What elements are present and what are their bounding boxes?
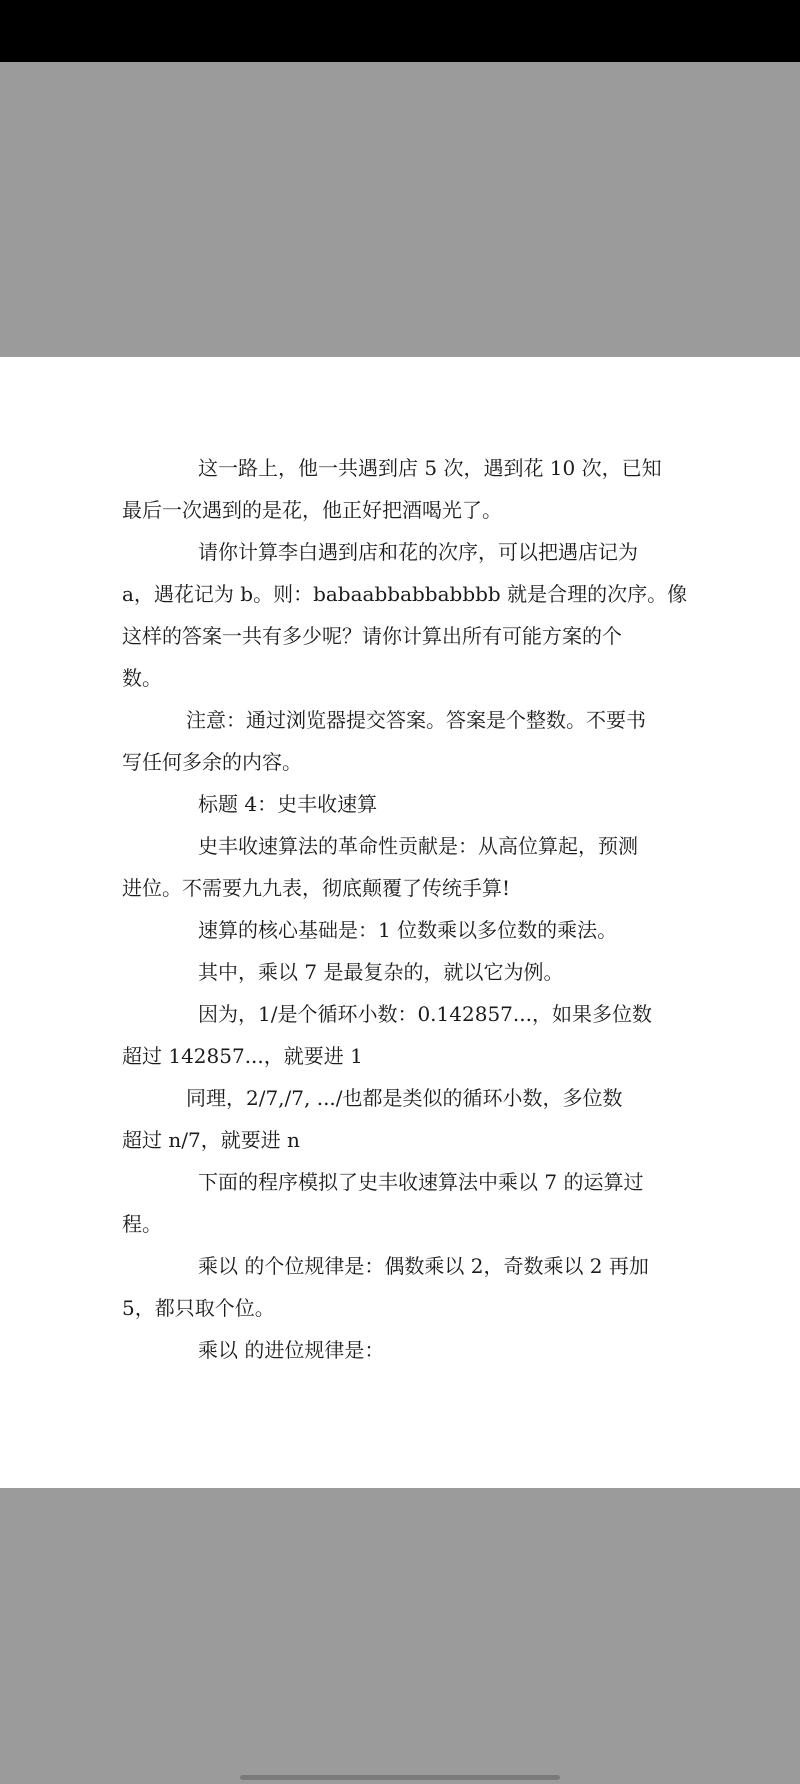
viewer-background-top	[0, 62, 800, 357]
text-line: 因为，1/是个循环小数：0.142857...，如果多位数	[198, 1002, 652, 1026]
text-line: 写任何多余的内容。	[122, 750, 302, 774]
text-line: 5，都只取个位。	[122, 1296, 275, 1320]
text-line: 乘以 的进位规律是：	[198, 1338, 385, 1362]
text-line: 这一路上，他一共遇到店 5 次，遇到花 10 次，已知	[198, 456, 662, 480]
text-line: 超过 142857...，就要进 1	[122, 1044, 363, 1068]
text-line: 速算的核心基础是：1 位数乘以多位数的乘法。	[198, 918, 618, 942]
text-line: 请你计算李白遇到店和花的次序，可以把遇店记为	[198, 540, 638, 564]
text-line: a，遇花记为 b。则：babaabbabbabbbb 就是合理的次序。像	[122, 582, 688, 606]
status-bar	[0, 0, 800, 62]
text-line: 同理，2/7,/7, .../也都是类似的循环小数，多位数	[186, 1086, 623, 1110]
text-line: 最后一次遇到的是花，他正好把酒喝光了。	[122, 498, 502, 522]
text-line: 超过 n/7，就要进 n	[122, 1128, 300, 1152]
text-line: 这样的答案一共有多少呢？请你计算出所有可能方案的个	[122, 624, 622, 648]
text-line: 程。	[122, 1212, 162, 1236]
document-text	[122, 447, 688, 1371]
text-line: 注意：通过浏览器提交答案。答案是个整数。不要书	[186, 708, 646, 732]
text-line: 乘以 的个位规律是：偶数乘以 2，奇数乘以 2 再加	[198, 1254, 649, 1278]
text-line: 其中，乘以 7 是最复杂的，就以它为例。	[198, 960, 564, 984]
section-heading: 标题 4：史丰收速算	[198, 792, 378, 816]
viewer-background-bottom	[0, 1488, 800, 1784]
document-page[interactable]	[0, 357, 800, 1488]
text-line: 进位。不需要九九表，彻底颠覆了传统手算!	[122, 876, 511, 900]
text-line: 下面的程序模拟了史丰收速算法中乘以 7 的运算过	[198, 1170, 644, 1194]
text-line: 数。	[122, 666, 162, 690]
home-indicator[interactable]	[240, 1775, 560, 1780]
text-line: 史丰收速算法的革命性贡献是：从高位算起，预测	[198, 834, 638, 858]
